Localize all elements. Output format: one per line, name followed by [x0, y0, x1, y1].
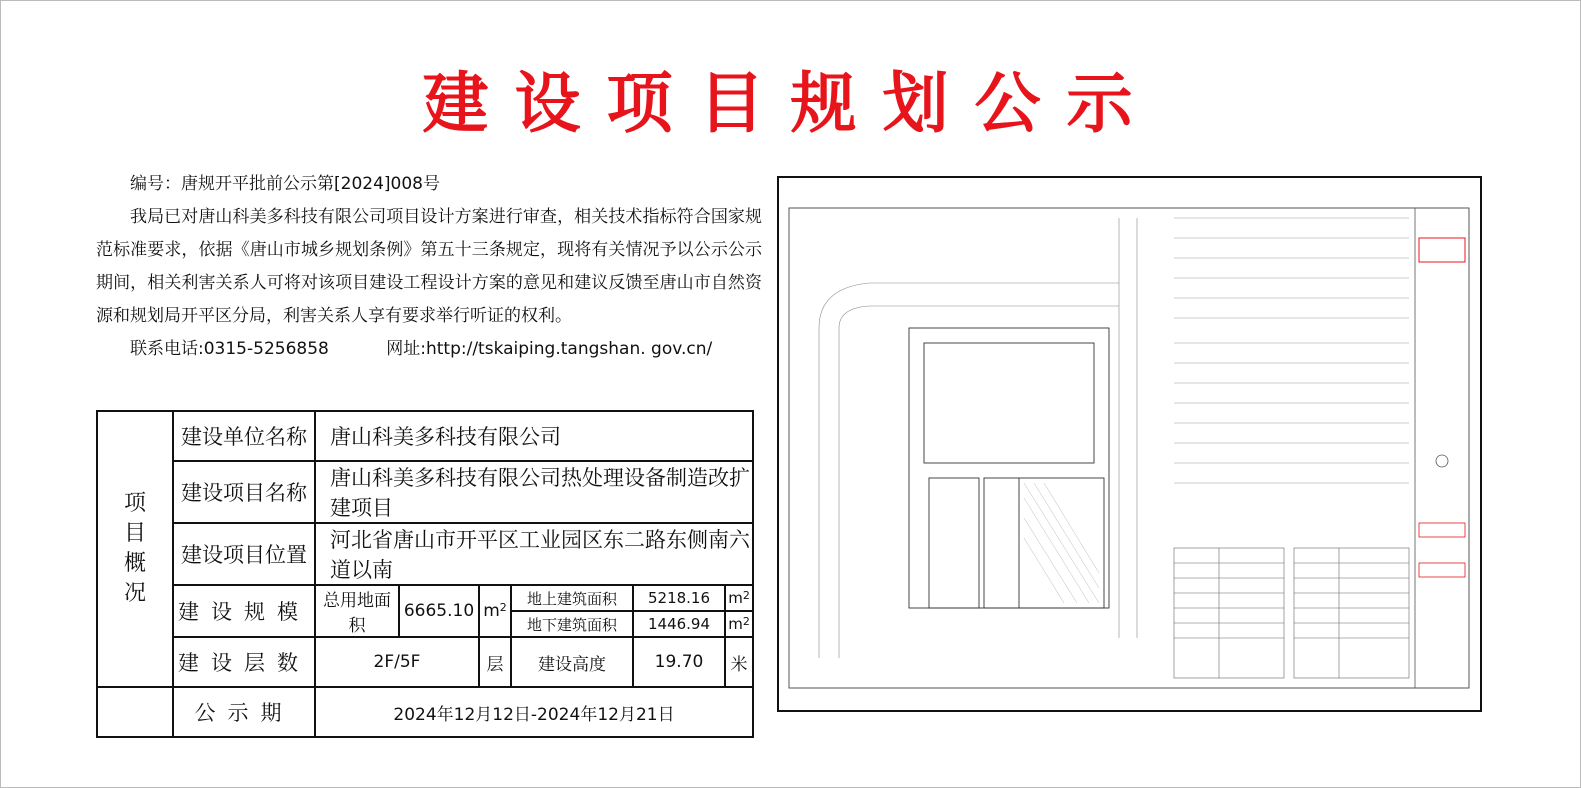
site-plan-drawing [777, 176, 1482, 712]
contact-website[interactable]: 网址:http://tskaiping.tangshan. gov.cn/ [386, 339, 713, 359]
height-label: 建设高度 [511, 637, 633, 687]
height-unit: 米 [725, 637, 753, 687]
floors-label: 建设层数 [173, 637, 315, 687]
project-info-table [96, 410, 754, 738]
period-value: 2024年12月12日-2024年12月21日 [315, 687, 753, 737]
location-label: 建设项目位置 [173, 523, 315, 585]
period-label: 公示期 [173, 687, 315, 737]
floors-unit: 层 [479, 637, 511, 687]
page-title: 建设项目规划公示 [422, 64, 1159, 142]
above-ground-area-value: 5218.16 [633, 585, 725, 611]
serial-number: 编号：唐规开平批前公示第[2024]008号 [130, 174, 440, 194]
land-area-label: 总用地面积 [315, 585, 399, 637]
contact-line [96, 333, 796, 366]
floors-value: 2F/5F [315, 637, 479, 687]
below-ground-area-label: 地下建筑面积 [511, 611, 633, 637]
project-label: 建设项目名称 [173, 461, 315, 523]
location-value: 河北省唐山市开平区工业园区东二路东侧南六道以南 [315, 523, 753, 585]
above-ground-area-unit: $m^2$ [725, 585, 753, 611]
scale-label: 建设规模 [173, 585, 315, 637]
below-ground-area-value: 1446.94 [633, 611, 725, 637]
height-value: 19.70 [633, 637, 725, 687]
table-side-label: 项 目 概 况 [97, 411, 173, 687]
below-ground-area-unit: $m^2$ [725, 611, 753, 637]
project-value: 唐山科美多科技有限公司热处理设备制造改扩建项目 [315, 461, 753, 523]
unit-label: 建设单位名称 [173, 411, 315, 461]
land-area-unit: $m^2$ [479, 585, 511, 637]
site-plan-svg [779, 178, 1480, 710]
above-ground-area-label: 地上建筑面积 [511, 585, 633, 611]
contact-phone: 联系电话:0315-5256858 [130, 339, 329, 359]
unit-value: 唐山科美多科技有限公司 [315, 411, 753, 461]
land-area-value: 6665.10 [399, 585, 479, 637]
notice-paragraph: 我局已对唐山科美多科技有限公司项目设计方案进行审查，相关技术指标符合国家规范标准要求，依据《唐山市城乡规划条例》第五十三条规定，现将有关情况予以公示公示期间，相关利害关系人可将对该项目建设工程设计方案的意见和建议反馈至唐山市自然资源和规划局开平区分局，利害关系人享有要求举行听证的权利。 [96, 207, 762, 326]
